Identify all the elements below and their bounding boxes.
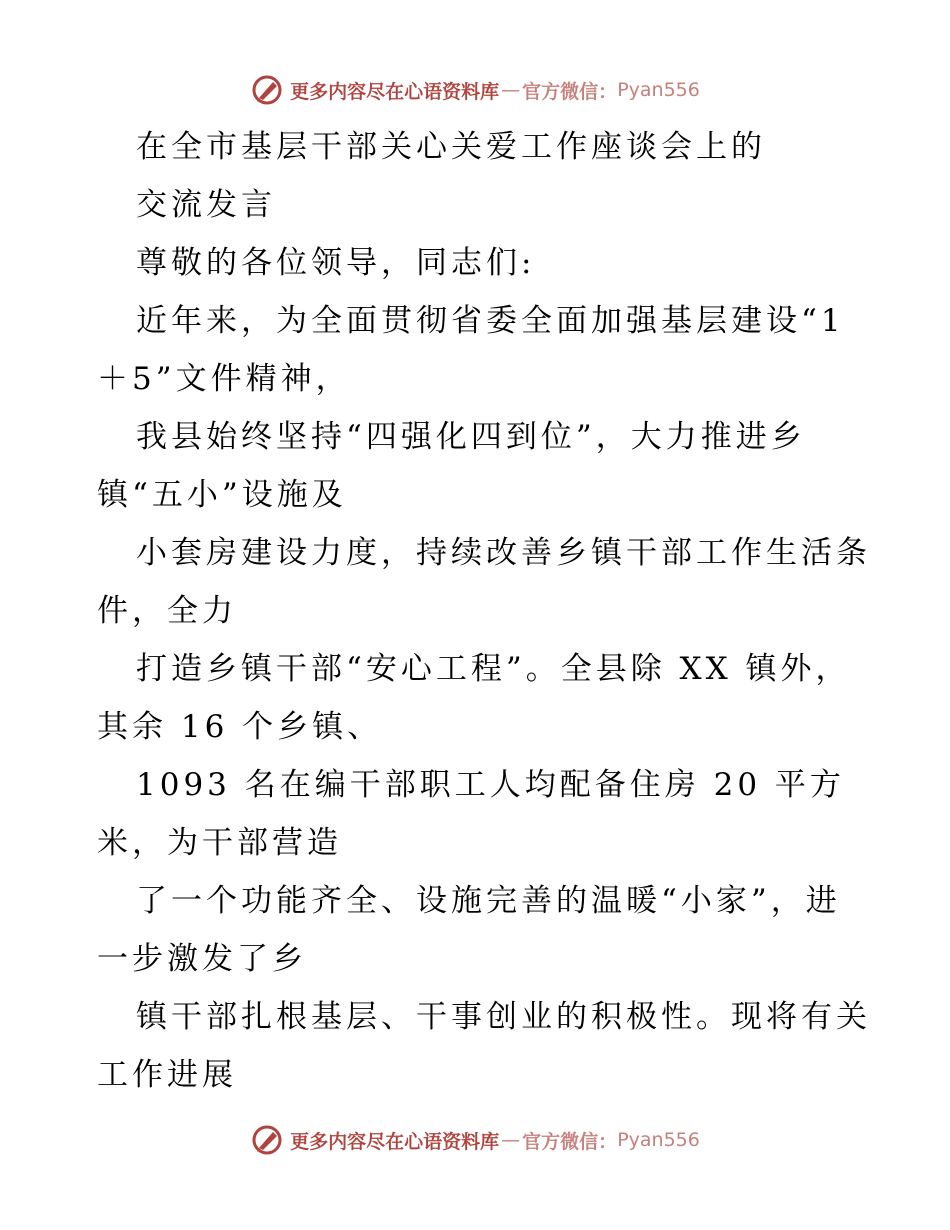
watermark-wechat-label: 官方微信： bbox=[522, 1130, 618, 1153]
text-line: 米，为干部营造 bbox=[97, 825, 342, 861]
watermark-title: 更多内容尽在心语资料库 bbox=[290, 80, 500, 103]
watermark-dash: — bbox=[501, 1129, 521, 1151]
text-line: 了一个功能齐全、设施完善的温暖“小家”，进 bbox=[136, 883, 841, 919]
footer-watermark bbox=[0, 1120, 950, 1160]
doc-title-line-1: 在全市基层干部关心关爱工作座谈会上的 bbox=[136, 129, 766, 165]
text-line: 小套房建设力度，持续改善乡镇干部工作生活条 bbox=[136, 535, 871, 571]
doc-title-line-2: 交流发言 bbox=[136, 187, 276, 223]
watermark-wechat-label: 官方微信： bbox=[522, 80, 618, 103]
text-line: 镇“五小”设施及 bbox=[97, 477, 347, 513]
pen-logo-icon bbox=[250, 1123, 284, 1157]
text-line: 1093 名在编干部职工人均配备住房 20 平方 bbox=[136, 767, 845, 803]
watermark-wechat-id: Pyan556 bbox=[617, 1129, 700, 1151]
text-line: 工作进展 bbox=[97, 1057, 237, 1093]
pen-logo-icon bbox=[250, 73, 284, 107]
text-line: ＋5”文件精神， bbox=[97, 361, 351, 397]
text-line: 件，全力 bbox=[97, 593, 237, 629]
watermark-title: 更多内容尽在心语资料库 bbox=[290, 1130, 500, 1153]
text-line: 其余 16 个乡镇、 bbox=[97, 709, 383, 745]
salutation: 尊敬的各位领导，同志们: bbox=[136, 245, 536, 281]
watermark-dash: — bbox=[501, 79, 521, 101]
text-line: 打造乡镇干部“安心工程”。全县除 XX 镇外， bbox=[136, 651, 851, 687]
text-line: 一步激发了乡 bbox=[97, 941, 307, 977]
header-watermark bbox=[0, 70, 950, 110]
text-line: 我县始终坚持“四强化四到位”，大力推进乡 bbox=[136, 419, 806, 455]
text-line: 近年来，为全面贯彻省委全面加强基层建设“1 bbox=[136, 303, 845, 339]
watermark-wechat-id: Pyan556 bbox=[617, 79, 700, 101]
text-line: 镇干部扎根基层、干事创业的积极性。现将有关 bbox=[136, 999, 871, 1035]
